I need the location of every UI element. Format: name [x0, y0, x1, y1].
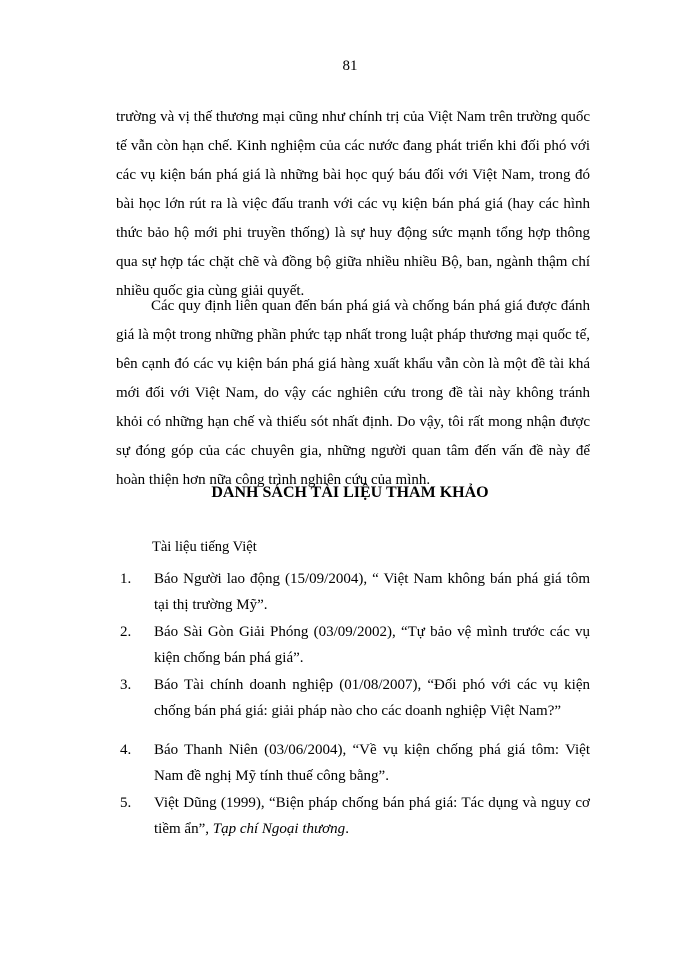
reference-item — [120, 566, 590, 618]
reference-item — [120, 672, 590, 724]
reference-text: Báo Người lao động (15/09/2004), “ Việt Nam không bán phá giá tôm tại thị trường Mỹ”. — [154, 571, 590, 613]
reference-number: 1. — [120, 571, 132, 587]
reference-text: Báo Tài chính doanh nghiệp (01/08/2007), “Đối phó với các vụ kiện chống bán phá giá: giải pháp nào cho các doanh nghiệp Việt Nam?” — [154, 677, 590, 719]
reference-item — [120, 737, 590, 789]
references-subheading: Tài liệu tiếng Việt — [152, 539, 257, 555]
reference-number: 3. — [120, 677, 132, 693]
reference-journal: Tạp chí Ngoại thương — [212, 821, 346, 837]
page-number: 81 — [342, 58, 358, 74]
reference-text — [154, 790, 590, 842]
body-paragraph-2: Các quy định liên quan đến bán phá giá và chống bán phá giá được đánh giá là một trong những phần phức tạp nhất trong luật pháp thương mại quốc tế, bên cạnh đó các vụ kiện bán phá giá hàng xuất khẩu vẫn còn là một đề tài khá mới đối với Việt Nam, do vậy các nghiên cứu trong đề tài này không tránh khỏi có những hạn chế và thiếu sót nhất định. Do vậy, tôi rất mong nhận được sự đóng góp của các chuyên gia, những người quan tâm đến vấn đề này để hoàn thiện hơn nữa công trình nghiên cứu của mình. — [116, 298, 590, 488]
reference-period: . — [345, 821, 349, 837]
reference-number: 2. — [120, 624, 132, 640]
reference-text-body: Việt Dũng (1999), “Biện pháp chống bán phá giá: Tác dụng và nguy cơ tiềm ẩn”, — [154, 795, 590, 837]
reference-item — [120, 619, 590, 671]
references-heading: DANH SÁCH TÀI LIỆU THAM KHẢO — [211, 484, 489, 501]
reference-number: 4. — [120, 742, 132, 758]
reference-text: Báo Sài Gòn Giải Phóng (03/09/2002), “Tự bảo vệ mình trước các vụ kiện chống bán phá giá”. — [154, 624, 590, 666]
reference-text: Báo Thanh Niên (03/06/2004), “Về vụ kiện chống phá giá tôm: Việt Nam đề nghị Mỹ tính thuế công bằng”. — [154, 742, 590, 784]
reference-number: 5. — [120, 795, 132, 811]
reference-item — [120, 790, 590, 842]
body-paragraph-1: trường và vị thế thương mại cũng như chính trị của Việt Nam trên trường quốc tế vẫn còn hạn chế. Kinh nghiệm của các nước đang phát triển khi đối phó với các vụ kiện bán phá giá là những bài học quý báu đối với Việt Nam, trong đó bài học lớn rút ra là việc đấu tranh với các vụ kiện bán phá giá (hay các hình thức bảo hộ mới phi truyền thống) là sự huy động sức mạnh tổng hợp thông qua sự hợp tác chặt chẽ và đồng bộ giữa nhiều nhiều Bộ, ban, ngành thậm chí nhiều quốc gia cùng giải quyết. — [116, 109, 590, 299]
